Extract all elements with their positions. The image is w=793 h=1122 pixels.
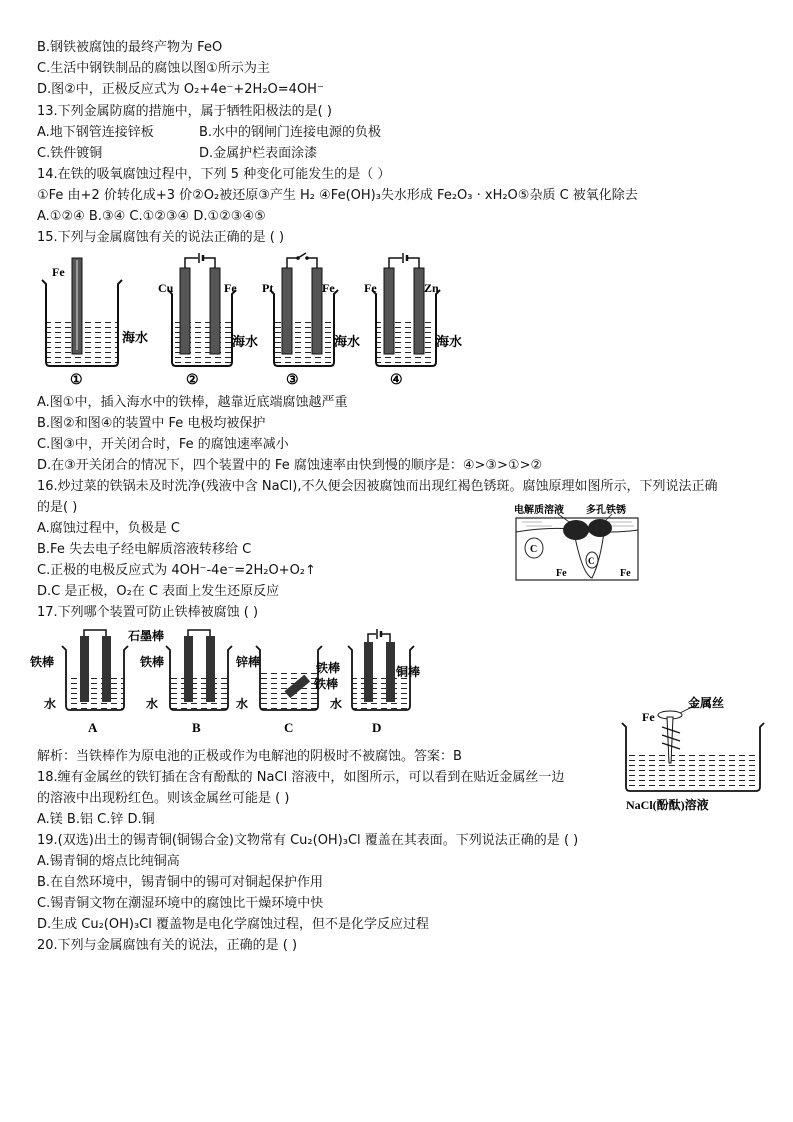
- figure-number-4: ④: [390, 373, 403, 388]
- seawater-label-1: 海水: [122, 330, 149, 345]
- option-c-q12: C.生活中钢铁制品的腐蚀以图①所示为主: [37, 61, 270, 76]
- iron-rod-label-c: 铁棒: [314, 677, 339, 691]
- zn-label: Zn: [424, 281, 439, 295]
- iron-rod-label-a: 铁棒: [30, 655, 55, 669]
- q14-options: A.①②④ B.③④ C.①②③④ D.①②③④⑤: [37, 209, 266, 224]
- nail-fe-label: Fe: [642, 710, 655, 724]
- option-d-q15: D.在③开关闭合的情况下，四个装置中的 Fe 腐蚀速率由快到慢的顺序是：④>③>①>②: [37, 458, 543, 473]
- zinc-label: 锌棒: [236, 655, 261, 669]
- figure-number-1: ①: [70, 373, 83, 388]
- rust-label: 多孔铁锈: [586, 505, 626, 516]
- question-20: 20.下列与金属腐蚀有关的说法，正确的是 ( ): [37, 938, 298, 953]
- fe-label-right: Fe: [620, 568, 631, 579]
- fe-label-2: Fe: [224, 281, 237, 295]
- question-19: 19.(双选)出土的锡青铜(铜锡合金)文物常有 Cu₂(OH)₃Cl 覆盖在其表面。下列说法正确的是 ( ): [37, 833, 579, 848]
- beaker-4: [364, 253, 462, 388]
- option-c-q13: C.铁件镀铜: [37, 146, 103, 161]
- beaker-1: [42, 258, 148, 388]
- option-b-q12: B.钢铁被腐蚀的最终产物为 FeO: [37, 40, 223, 55]
- option-d-q13: D.金属护栏表面涂漆: [199, 146, 318, 161]
- option-d-q12: D.图②中，正极反应式为 O₂+4e⁻+2H₂O=4OH⁻: [37, 82, 324, 97]
- beaker-3: [262, 253, 360, 388]
- option-c-q19: C.锡青铜文物在潮湿环境中的腐蚀比干燥环境中快: [37, 896, 324, 911]
- option-c-q16: C.正极的电极反应式为 4OH⁻-4e⁻=2H₂O+O₂↑: [37, 563, 316, 578]
- seawater-label-4: 海水: [436, 334, 463, 349]
- option-d-q19: D.生成 Cu₂(OH)₃Cl 覆盖物是电化学腐蚀过程，但不是化学反应过程: [37, 917, 429, 932]
- device-a-letter: A: [88, 720, 98, 735]
- question-18: 18.缠有金属丝的铁钉插在含有酚酞的 NaCl 溶液中，如图所示，可以看到在贴近金属丝一边: [37, 770, 565, 785]
- option-b-q16: B.Fe 失去电子经电解质溶液转移给 C: [37, 542, 252, 557]
- question-16: 16.炒过菜的铁锅未及时洗净(残液中含 NaCl),不久便会因被腐蚀而出现红褐色锈斑。腐蚀原理如图所示，下列说法正确: [37, 479, 718, 494]
- cu-label: Cu: [158, 281, 174, 295]
- option-a-q13: A.地下钢管连接锌板: [37, 125, 154, 140]
- q18-options: A.镁 B.铝 C.锌 D.铜: [37, 812, 155, 827]
- fe-label-3: Fe: [322, 281, 335, 295]
- figure-number-3: ③: [286, 373, 299, 388]
- option-a-q15: A.图①中，插入海水中的铁棒，越靠近底端腐蚀越严重: [37, 395, 348, 410]
- question-14: 14.在铁的吸氧腐蚀过程中，下列 5 种变化可能发生的是（ ）: [37, 167, 391, 182]
- water-label-a: 水: [44, 697, 57, 711]
- figure-q18-nail: [618, 693, 768, 817]
- q17-explanation: 解析：当铁棒作为原电池的正极或作为电解池的阴极时不被腐蚀。答案：B: [37, 749, 462, 764]
- beaker-2: [158, 253, 258, 388]
- fe-label-left: Fe: [556, 568, 567, 579]
- seawater-label-3: 海水: [334, 334, 361, 349]
- iron-rod-label-b: 铁棒: [140, 655, 165, 669]
- option-b-q19: B.在自然环境中，锡青铜中的锡可对铜起保护作用: [37, 875, 324, 890]
- option-a-q16: A.腐蚀过程中，负极是 C: [37, 521, 181, 536]
- figure-q16-rust: [512, 502, 642, 584]
- device-b: [139, 630, 260, 735]
- carbon-label-1: C: [530, 544, 538, 555]
- option-c-q15: C.图③中，开关闭合时，Fe 的腐蚀速率减小: [37, 437, 289, 452]
- carbon-label-2: C: [588, 556, 595, 566]
- question-13: 13.下列金属防腐的措施中，属于牺牲阳极法的是( ): [37, 104, 332, 119]
- figure-q17-devices: [30, 626, 430, 738]
- iron-rod-label-d: 铁棒: [316, 661, 341, 675]
- q14-items: ①Fe 由+2 价转化成+3 价②O₂被还原③产生 H₂ ④Fe(OH)₃失水形成 Fe₂O₃ · xH₂O⑤杂质 C 被氧化除去: [37, 188, 638, 203]
- copper-label: 铜棒: [396, 665, 421, 679]
- option-b-q13: B.水中的钢闸门连接电源的负极: [199, 125, 382, 140]
- seawater-label-2: 海水: [232, 334, 259, 349]
- pt-label: Pt: [262, 281, 274, 295]
- device-a: [30, 628, 164, 735]
- device-c-letter: C: [284, 720, 294, 735]
- option-b-q15: B.图②和图④的装置中 Fe 电极均被保护: [37, 416, 266, 431]
- question-17: 17.下列哪个装置可防止铁棒被腐蚀 ( ): [37, 605, 259, 620]
- water-label-d: 水: [330, 697, 343, 711]
- fe-label-1: Fe: [52, 265, 65, 279]
- device-b-letter: B: [192, 720, 201, 735]
- solution-label: NaCl(酚酞)溶液: [626, 798, 709, 812]
- option-d-q16: D.C 是正极，O₂在 C 表面上发生还原反应: [37, 584, 280, 599]
- figure-q15-beakers: [34, 250, 474, 390]
- fe-label-4: Fe: [364, 281, 377, 295]
- question-16-cont: 的是( ): [37, 500, 78, 515]
- device-d-letter: D: [372, 720, 382, 735]
- question-18-cont: 的溶液中出现粉红色。则该金属丝可能是 ( ): [37, 791, 290, 806]
- electrolyte-label: 电解质溶液: [514, 505, 564, 516]
- question-15: 15.下列与金属腐蚀有关的说法正确的是 ( ): [37, 230, 285, 245]
- graphite-label: 石墨棒: [128, 629, 165, 643]
- option-a-q19: A.锡青铜的熔点比纯铜高: [37, 854, 180, 869]
- water-label-c: 水: [236, 697, 249, 711]
- wire-label: 金属丝: [688, 696, 725, 710]
- water-label-b: 水: [146, 697, 159, 711]
- figure-number-2: ②: [186, 373, 199, 388]
